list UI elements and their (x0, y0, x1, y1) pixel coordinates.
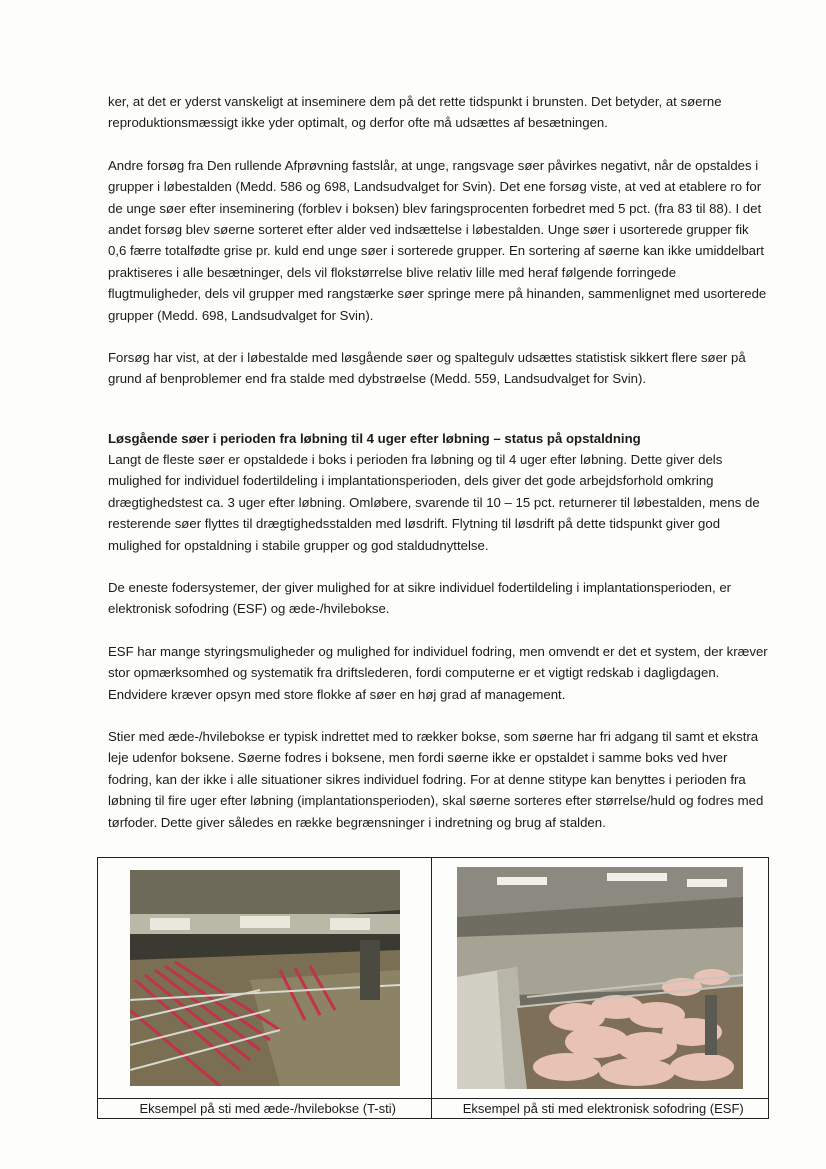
paragraph-3: Forsøg har vist, at der i løbestalde med løsgående søer og spaltegulv udsættes statistisk sikkert flere søer på grund af benproblemer end fra stalde med dybstrøelse (Medd. 559, Landsudvalget for Svin). (108, 350, 746, 387)
section-heading: Løsgående søer i perioden fra løbning til 4 uger efter løbning – status på opstaldning (108, 430, 641, 446)
paragraph-7: Stier med æde-/hvilebokse er typisk indrettet med to rækker bokse, som søerne har fri adgang til samt et ekstra leje udenfor boksene. Søerne fodres i boksene, men fordi søerne ikke er opstaldet i samme boks ved hver fodring, kan der ikke i alle situationer sikres individuel fodring. For at denne stitype kan benyttes i perioden fra løbning til fire uger efter løbning (implantationsperioden), skal søerne sorteres efter størrelse/huld og fodres med tørfoder. Dette giver således en række begrænsninger i indretning og brug af stalden. (108, 728, 764, 830)
figure-left-caption: Eksempel på sti med æde-/hvilebokse (T-sti) (98, 1099, 432, 1119)
paragraph-5: De eneste fodersystemer, der giver mulighed for at sikre individuel fodertildeling i implantationsperioden, er elektronisk sofodring (ESF) og æde-/hvilebokse. (108, 579, 732, 617)
body-text (108, 91, 768, 854)
paragraph-2: Andre forsøg fra Den rullende Afprøvning fastslår, at unge, rangsvage søer påvirkes negativt, når de opstaldes i grupper i løbestalden (Medd. 586 og 698, Landsudvalget for Svin). Det ene forsøg viste, at ved at etablere ro for de unge søer efter inseminering (forblev i boksen) blev faringsprocenten forbedret med 5 pct. (fra 83 til 88). I det andet forsøg blev søerne sorteret efter alder ved indsættelse i løbestalden. Unge søer i usorterede grupper fik 0,6 færre totalfødte grise pr. kuld end unge søer i sorterede grupper. En sortering af søerne kan ikke umiddelbart praktiseres i alle besætninger, dels vil flokstørrelse blive relativ lille med heraf følgende forringede flugtmuligheder, dels vil grupper med rangstærke søer springe mere på hinanden, sammenlignet med usorterede grupper (Medd. 698, Landsudvalget for Svin). (108, 157, 767, 323)
figure-right-cell (432, 858, 769, 1099)
figure-table (97, 857, 769, 1119)
esf-photo (457, 867, 743, 1089)
figure-right-caption: Eksempel på sti med elektronisk sofodring (ESF) (432, 1099, 769, 1119)
paragraph-4: Langt de fleste søer er opstaldede i boks i perioden fra løbning og til 4 uger efter løbning. Dette giver dels mulighed for individuel fodertildeling i implantationsperioden, dels giver det gode arbejdsforhold omkring drægtighedstest ca. 3 uger efter løbning. Omløbere, svarende til 10 – 15 pct. returnerer til løbestalden, mens de resterende søer flyttes til drægtighedsstalden med løsdrift. Flytning til løsdrift på dette tidspunkt giver god mulighed for opstaldning i stabile grupper og god staldudnyttelse. (108, 451, 760, 553)
paragraph-1: ker, at det er yderst vanskeligt at inseminere dem på det rette tidspunkt i brunsten. Det betyder, at søerne reproduktionsmæssigt ikke yder optimalt, og derfor ofte må udsættes af besætningen. (108, 94, 722, 131)
paragraph-6: ESF har mange styringsmuligheder og mulighed for individuel fodring, men omvendt er det et system, der kræver stor opmærksomhed og systematik fra driftslederen, fordi computerne er et vigtigt redskab i dagligdagen. Endvidere kræver opsyn med store flokke af søer en høj grad af management. (108, 643, 768, 702)
figure-left-cell (98, 858, 432, 1099)
t-sti-photo (130, 870, 400, 1086)
